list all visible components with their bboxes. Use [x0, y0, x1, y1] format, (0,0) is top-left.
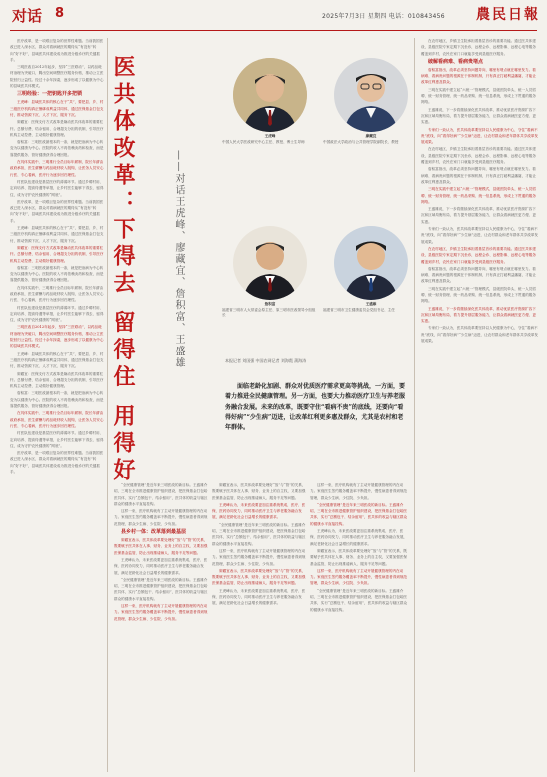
paragraph: 在具体实践中，三明推行全员目标年薪制，院长年薪由政府承担，医生薪酬与药品耗材收入脱钩，让医务人员安心行医、专心看病，医疗行为逐步回归理性。	[10, 160, 104, 177]
paragraph: 三明医改自2012年起步，坚持“三医联动”，以药品耗材治理为突破口，腾出空间调整医疗服务价格，推动公立医院回归公益性。经过十余年探索，逐步形成了以健康为中心的县域医共体模式。	[10, 65, 104, 89]
paragraph: 王虎峰：县域医共体的核心在于“共”，要把县、乡、村三级医疗机构真正捆绑成利益共同体，通过医保基金打包支付，推动资源下沉、人才下沉、服务下沉。	[10, 226, 104, 243]
page-header	[0, 0, 547, 30]
date-info: 2025年7月3日 星期四 电话：010843456	[322, 13, 445, 20]
paragraph: 廖藏宜：医保支付方式改革是撬动医共体改革的重要杠杆。总额付费、结余留用、合理超支分担的机制，引导医疗机构主动控费、主动做好健康管理。	[10, 371, 104, 389]
paragraph: 在具体实践中，三明推行全员目标年薪制，院长年薪由政府承担，医生薪酬与药品耗材收入脱钩，让医务人员安心行医、专心看病，医疗行为逐步回归理性。	[10, 285, 104, 303]
paragraph: 廖藏宜表示，医共体改革要处理好“放”与“管”的关系，既要赋予医共体在人事、财务、业务上的自主权，又要加强医保基金监管，防止出现推诿病人、服务不足等问题。	[114, 538, 208, 555]
paragraph: 在农村地区，乡镇卫生院承担着基层首诊的重要功能。通过医共体建设，县级医院专家定期下沉坐诊，远程会诊、远程影像、远程心电等服务覆盖到乡村，农民在家门口就能享受到县级医疗服务。	[421, 246, 536, 264]
paragraph: “全民健康管理”是近年来三明医改的新目标。王盛雄介绍，三明在全市推进健康管护组织建设，把医保基金打包给医共体，实行“总额包干、结余留用”，医共体的收益与辖区群众的健康水平直接挂钩。	[114, 577, 208, 601]
paragraph: 村医队伍建设是基层医疗的薄弱环节。通过乡聘村用、定向培养、提高待遇等举措，让乡村医生能够下得去、留得住，成为守护农民健康的“网底”。	[10, 179, 104, 197]
paragraph: 这样一来，医疗机构就有了主动开展健康管理的内在动力。家庭医生签约服务覆盖率不断提升，慢性病患者得到规范管理，群众少生病、少住院、少负担。	[114, 604, 208, 621]
paragraph: 王盛雄说，下一步将继续深化医共体改革，推动优质医疗资源扩容下沉和区域均衡布局，着力提升基层服务能力，让群众看病就医更方便、更实惠。	[421, 306, 536, 324]
expert-name: 廖藏宜	[365, 134, 377, 138]
section-badge: 对话	[12, 7, 43, 25]
reporter-byline: 本报记者 刘国强 中国农网记者 刘海霞 蒲海涛	[225, 358, 307, 363]
paragraph: 王盛雄说，下一步将继续深化医共体改革，推动优质医疗资源扩容下沉和区域均衡布局，着力提升基层服务能力，让群众看病就医更方便、更实惠。	[421, 207, 536, 224]
article-title: 医共体改革：下得去 留得住 用得好	[110, 55, 136, 486]
expert-name: 王虎峰	[264, 134, 276, 138]
expert-name: 詹积富	[264, 302, 276, 306]
paragraph: 三明医改自2012年起步，坚持“三医联动”，以药品耗材治理为突破口，腾出空间调整医疗服务价格，推动公立医院回归公益性。经过十余年探索，逐步形成了以健康为中心的县域医共体模式。	[10, 325, 104, 349]
paragraph: 三明在实践中建立起“六统一”管理模式，县级医院牵头，统一人员招聘、统一财务管理、统一药品采购、统一信息系统，形成上下贯通的服务网络。	[421, 187, 536, 204]
section-tag: 三明经验：一把钥匙开多把锁	[17, 91, 83, 98]
paragraph: 专家们一致认为，医共体改革要坚持以人民健康为中心，守住“看病不贵”底线，向“看得好病”“少生病”迈进，让农村群众和老年群体共享改革发展成果。	[421, 127, 538, 145]
header-rule	[10, 30, 537, 31]
paragraph: 詹积富：三明医改最根本的一条，就是把治病为中心转变为以健康为中心。医院的收入不再依赖卖药和检查，而是靠提供服务、管好健康获得合理回报。	[10, 391, 104, 409]
paragraph: 专家们一致认为，医共体改革要坚持以人民健康为中心，守住“看病不贵”底线，向“看得好病”“少生病”迈进，让农村群众和老年群体共享改革发展成果。	[421, 326, 538, 344]
article-subtitle: ——对话王虎峰、廖藏宜、詹积富、王盛雄	[173, 150, 184, 369]
paragraph: 詹积富：三明医改最根本的一条，就是把治病为中心转变为以健康为中心。医院的收入不再依赖卖药和检查，而是靠提供服务、管好健康获得合理回报。	[10, 140, 104, 157]
paragraph: “全民健康管理”是近年来三明医改的新目标。王盛雄介绍，三明在全市推进健康管护组织建设，把医保基金打包给医共体，实行“总额包干、结余留用”，医共体的收益与辖区群众的健康水平直接挂钩。	[114, 483, 208, 506]
expert-title: 中国人民大学医改研究中心主任、教授、博士生导师	[222, 140, 305, 144]
expert-photo-wang-hufeng	[233, 58, 307, 132]
paragraph: 专家们一致认为，医共体改革要坚持以人民健康为中心，守住“看病不贵”底线，向“看得好病”“少生病”迈进，让农村群众和老年群体共享改革发展成果。	[421, 227, 538, 244]
expert-photo-zhan-jifu	[233, 226, 307, 300]
paragraph: 詹积富指出，改革必须坚持问题导向，哪里有堵点就在哪里发力。看病难、看病贵问题的根源在于体制机制，只有真正打破利益藩篱，才能让改革红利惠及群众。	[421, 167, 536, 184]
paragraph: 三明在实践中建立起“六统一”管理模式，县级医院牵头，统一人员招聘、统一财务管理、统一药品采购、统一信息系统，形成上下贯通的服务网络。	[421, 286, 536, 304]
paragraph: 医疗改革，是一项艰巨复杂的世界性难题。当前我国医改已进入深水区，群众对看病就医的期待从“有没有”转向“好不好”，县域医共体建设成为推进分级诊疗的关键抓手。	[10, 199, 104, 223]
middle-column-3	[310, 482, 410, 772]
column-divider	[414, 38, 415, 772]
paragraph: “全民健康管理”是近年来三明医改的新目标。王盛雄介绍，三明在全市推进健康管护组织建设，把医保基金打包给医共体，实行“总额包干、结余留用”，医共体的收益与辖区群众的健康水平直接挂钩。	[310, 588, 408, 612]
paragraph: 这样一来，医疗机构就有了主动开展健康管理的内在动力。家庭医生签约服务覆盖率不断提升，慢性病患者得到规范管理，群众少生病、少住院、少负担。	[310, 568, 408, 586]
paragraph: 三明在实践中建立起“六统一”管理模式，县级医院牵头，统一人员招聘、统一财务管理、统一药品采购、统一信息系统，形成上下贯通的服务网络。	[421, 87, 536, 105]
paragraph: 詹积富：三明医改最根本的一条，就是把治病为中心转变为以健康为中心。医院的收入不再依赖卖药和检查，而是靠提供服务、管好健康获得合理回报。	[10, 265, 104, 283]
middle-column-1	[114, 482, 208, 772]
paragraph: 这样一来，医疗机构就有了主动开展健康管理的内在动力。家庭医生签约服务覆盖率不断提升，慢性病患者得到规范管理，群众少生病、少住院、少负担。	[114, 509, 208, 526]
middle-column-2	[212, 482, 306, 772]
expert-title: 福建省三明市人大常委会原主任、原三明市医改领导小组组长	[222, 308, 316, 317]
paragraph: 这样一来，医疗机构就有了主动开展健康管理的内在动力。家庭医生签约服务覆盖率不断提升，慢性病患者得到规范管理，群众少生病、少住院、少负担。	[310, 483, 408, 500]
expert-caption	[323, 134, 419, 145]
paragraph: 廖藏宜表示，医共体改革要处理好“放”与“管”的关系，既要赋予医共体在人事、财务、业务上的自主权，又要加强医保基金监管，防止出现推诿病人、服务不足等问题。	[310, 548, 408, 566]
section-tag: 县乡村一体：改革落到最基层	[121, 529, 187, 536]
paragraph: 王虎峰认为，未来医改要更加注重系统集成，医疗、医保、医药协同发力，同时推动医疗卫生与养老服务融合发展，满足老龄化社会日益增长的健康需求。	[212, 588, 306, 606]
expert-caption	[222, 302, 318, 318]
paragraph: 廖藏宜：医保支付方式改革是撬动医共体改革的重要杠杆。总额付费、结余留用、合理超支分担的机制，引导医疗机构主动控费、主动做好健康管理。	[10, 120, 104, 137]
paragraph: 在具体实践中，三明推行全员目标年薪制，院长年薪由政府承担，医生薪酬与药品耗材收入脱钩，让医务人员安心行医、专心看病，医疗行为逐步回归理性。	[10, 411, 104, 428]
newspaper-masthead: 農民日報	[476, 7, 540, 23]
paragraph: 王盛雄说，下一步将继续深化医共体改革，推动优质医疗资源扩容下沉和区域均衡布局，着力提升基层服务能力，让群众看病就医更方便、更实惠。	[421, 107, 536, 125]
expert-title: 福建省三明市卫生健康委员会党组书记、主任	[323, 308, 395, 312]
paragraph: 詹积富指出，改革必须坚持问题导向，哪里有堵点就在哪里发力。看病难、看病贵问题的根源在于体制机制，只有真正打破利益藩篱，才能让改革红利惠及群众。	[421, 67, 536, 85]
page-number: 8	[55, 6, 65, 21]
expert-title: 中国政法大学政治与公共管理学院副院长、教授	[323, 140, 399, 144]
article-lead: 面临老龄化加剧、群众对优质医疗需求更高等挑战，一方面，要着力推进全民健康管理。另一方面，也要大力推动医疗卫生与养老服务融合发展。未来的改革，既要守住“看病不贵”的底线，还要向“看得好病”“少生病”迈进，让改革红利更多惠及群众，尤其是农村和老年群体。	[225, 383, 406, 432]
paragraph: 王虎峰认为，未来医改要更加注重系统集成，医疗、医保、医药协同发力，同时推动医疗卫生与养老服务融合发展，满足老龄化社会日益增长的健康需求。	[310, 529, 408, 546]
left-column	[10, 38, 105, 772]
paragraph: 王虎峰认为，未来医改要更加注重系统集成，医疗、医保、医药协同发力，同时推动医疗卫生与养老服务融合发展，满足老龄化社会日益增长的健康需求。	[114, 557, 208, 575]
paragraph: “全民健康管理”是近年来三明医改的新目标。王盛雄介绍，三明在全市推进健康管护组织建设，把医保基金打包给医共体，实行“总额包干、结余留用”，医共体的收益与辖区群众的健康水平直接挂钩。	[212, 522, 306, 546]
paragraph: 王虎峰认为，未来医改要更加注重系统集成，医疗、医保、医药协同发力，同时推动医疗卫生与养老服务融合发展，满足老龄化社会日益增长的健康需求。	[212, 502, 306, 520]
paragraph: 詹积富指出，改革必须坚持问题导向，哪里有堵点就在哪里发力。看病难、看病贵问题的根源在于体制机制，只有真正打破利益藩篱，才能让改革红利惠及群众。	[421, 266, 536, 284]
paragraph: 王虎峰：县域医共体的核心在于“共”，要把县、乡、村三级医疗机构真正捆绑成利益共同体，通过医保基金打包支付，推动资源下沉、人才下沉、服务下沉。	[10, 100, 104, 117]
paragraph: 在农村地区，乡镇卫生院承担着基层首诊的重要功能。通过医共体建设，县级医院专家定期下沉坐诊，远程会诊、远程影像、远程心电等服务覆盖到乡村，农民在家门口就能享受到县级医疗服务。	[421, 147, 536, 165]
paragraph: 在农村地区，乡镇卫生院承担着基层首诊的重要功能。通过医共体建设，县级医院专家定期下沉坐诊，远程会诊、远程影像、远程心电等服务覆盖到乡村，农民在家门口就能享受到县级医疗服务。	[421, 39, 536, 56]
paragraph: 廖藏宜：医保支付方式改革是撬动医共体改革的重要杠杆。总额付费、结余留用、合理超支分担的机制，引导医疗机构主动控费、主动做好健康管理。	[10, 245, 104, 263]
expert-caption	[222, 134, 318, 145]
section-tag: 破解看病难、看病贵堵点	[428, 58, 484, 65]
right-column	[421, 38, 538, 772]
paragraph: 医疗改革，是一项艰巨复杂的世界性难题。当前我国医改已进入深水区，群众对看病就医的期待从“有没有”转向“好不好”，县域医共体建设成为推进分级诊疗的关键抓手。	[10, 451, 104, 474]
paragraph: “全民健康管理”是近年来三明医改的新目标。王盛雄介绍，三明在全市推进健康管护组织建设，把医保基金打包给医共体，实行“总额包干、结余留用”，医共体的收益与辖区群众的健康水平直接挂钩。	[310, 502, 408, 526]
expert-photo-wang-shengxiong	[334, 226, 408, 300]
expert-name: 王盛雄	[365, 302, 377, 306]
paragraph: 医疗改革，是一项艰巨复杂的世界性难题。当前我国医改已进入深水区，群众对看病就医的期待从“有没有”转向“好不好”，县域医共体建设成为推进分级诊疗的关键抓手。	[10, 39, 104, 62]
expert-caption	[323, 302, 419, 313]
paragraph: 廖藏宜表示，医共体改革要处理好“放”与“管”的关系，既要赋予医共体在人事、财务、业务上的自主权，又要加强医保基金监管，防止出现推诿病人、服务不足等问题。	[212, 483, 306, 500]
paragraph: 廖藏宜表示，医共体改革要处理好“放”与“管”的关系，既要赋予医共体在人事、财务、业务上的自主权，又要加强医保基金监管，防止出现推诿病人、服务不足等问题。	[212, 568, 306, 586]
expert-photo-liao-zangyi	[334, 58, 408, 132]
paragraph: 这样一来，医疗机构就有了主动开展健康管理的内在动力。家庭医生签约服务覆盖率不断提升，慢性病患者得到规范管理，群众少生病、少住院、少负担。	[212, 548, 306, 566]
column-divider	[107, 38, 108, 772]
paragraph: 王虎峰：县域医共体的核心在于“共”，要把县、乡、村三级医疗机构真正捆绑成利益共同体，通过医保基金打包支付，推动资源下沉、人才下沉、服务下沉。	[10, 351, 104, 369]
paragraph: 村医队伍建设是基层医疗的薄弱环节。通过乡聘村用、定向培养、提高待遇等举措，让乡村医生能够下得去、留得住，成为守护农民健康的“网底”。	[10, 431, 104, 448]
paragraph: 村医队伍建设是基层医疗的薄弱环节。通过乡聘村用、定向培养、提高待遇等举措，让乡村医生能够下得去、留得住，成为守护农民健康的“网底”。	[10, 305, 104, 323]
